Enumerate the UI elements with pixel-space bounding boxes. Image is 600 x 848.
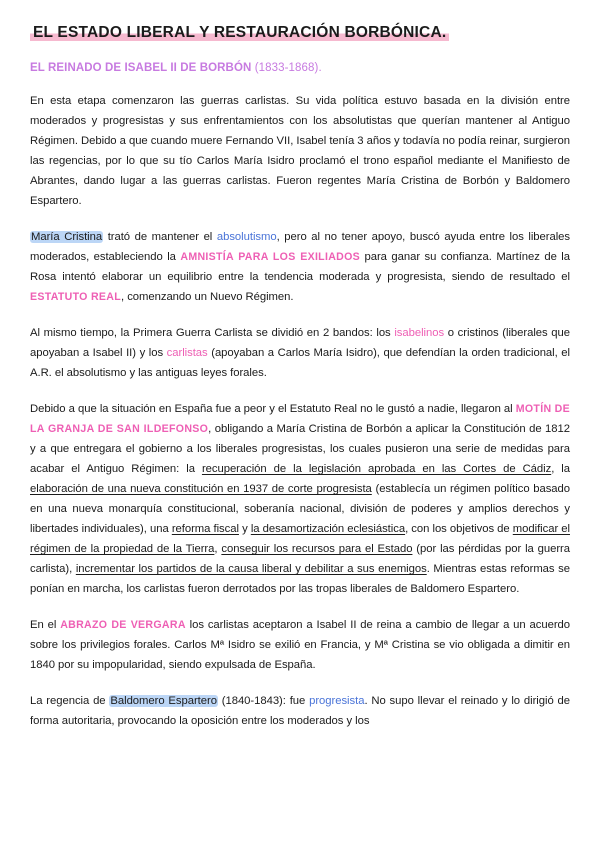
paragraph-2 (30, 227, 570, 307)
text-run: , obligando a María Cristina de Borbón a aplicar la Constitución de 1812 y a que entregara el gobierno a los liberales progresistas, los cuales pusieron una serie de medidas para acabar el Antiguo Régimen: la (30, 423, 570, 475)
title-block (30, 24, 570, 42)
text-run: (por las pérdidas por la guerra carlista), (30, 543, 570, 575)
highlighted-term: María Cristina (31, 231, 103, 243)
paragraph-6 (30, 691, 570, 731)
highlighted-term: recuperación de la legislación aprobada en las Cortes de Cádiz (201, 463, 552, 475)
page-title: EL ESTADO LIBERAL Y RESTAURACIÓN BORBÓNICA. (30, 24, 449, 41)
section-heading-text: EL REINADO DE ISABEL II DE BORBÓN (30, 62, 252, 74)
highlighted-term: MOTÍN DE LA GRANJA DE SAN ILDEFONSO (30, 403, 570, 435)
text-run: , pero al no tener apoyo, buscó ayuda entre los liberales moderados, estableciendo la (30, 231, 571, 263)
highlighted-term: carlistas (166, 347, 208, 359)
text-run: Al mismo tiempo, la Primera Guerra Carlista se dividió en 2 bandos: los (30, 327, 395, 339)
text-run: La regencia de (30, 695, 110, 707)
text-run: , (214, 543, 222, 555)
highlighted-term: modificar el régimen de la propiedad de la Tierra (30, 523, 570, 555)
text-run: o cristinos (liberales que apoyaban a Isabel II) y los (30, 327, 570, 359)
highlighted-term: la desamortización eclesiástica (250, 523, 406, 535)
highlighted-term: progresista (309, 695, 365, 707)
highlighted-term: absolutismo (216, 231, 277, 243)
text-run: , con los objetivos de (405, 523, 513, 535)
section-heading (30, 62, 570, 74)
text-run: trató de mantener el (103, 231, 217, 243)
text-run: (establecía un régimen político basado en una nueva monarquía constitucional, soberanía nacional, división de poderes y amplios derechos y libertades individuales), una (30, 483, 570, 535)
highlighted-term: ABRAZO DE VERGARA (60, 619, 186, 631)
highlighted-term: reforma fiscal (171, 523, 239, 535)
text-run: . No supo llevar el reinado y lo dirigió de forma autoritaria, provocando la oposición entre los moderados y los (30, 695, 570, 727)
text-run: , la (551, 463, 570, 475)
body-text (30, 91, 570, 731)
text-run: En esta etapa comenzaron las guerras carlistas. Su vida política estuvo basada en la división entre moderados y progresistas y sus enfrentamientos con los absolutistas que querían mantener al Antiguo Régimen. Debido a que cuando muere Fernando VII, Isabel tenía 3 años y todavía no podía reinar, surgieron las regencias, por lo que su tío Carlos María Isidro proclamó el trono español mediante el Manifiesto de Abrantes, dando lugar a las guerras carlistas. Fueron regentes María Cristina de Borbón y Baldomero Espartero. (30, 95, 570, 207)
text-run: los carlistas aceptaron a Isabel II de reina a cambio de llegar a un acuerdo sobre los privilegios forales. Carlos Mª Isidro se exilió en Francia, y Mª Cristina se vio obligada a dimitir en 1840 por su impopularidad, siendo expulsada de España. (30, 619, 571, 671)
paragraph-5 (30, 615, 570, 675)
highlighted-term: elaboración de una nueva constitución en 1937 de corte progresista (30, 483, 372, 495)
highlighted-term: conseguir los recursos para el Estado (221, 543, 413, 555)
paragraph-3 (30, 323, 570, 383)
text-run: (1840-1843): fue (217, 695, 310, 707)
text-run: y (238, 523, 251, 535)
text-run: para ganar su confianza. Martínez de la Rosa intentó elaborar un equilibrio entre la tendencia moderada y progresista, siendo de resultado el (30, 251, 570, 283)
highlighted-term: AMNISTÍA PARA LOS EXILIADOS (180, 251, 361, 263)
paragraph-4 (30, 399, 570, 599)
text-run: . Mientras estas reformas se ponían en marcha, los carlistas fueron derrotados por las tropas liberales de Baldomero Espartero. (30, 563, 570, 595)
text-run: Debido a que la situación en España fue a peor y el Estatuto Real no le gustó a nadie, llegaron al (30, 403, 516, 415)
text-run: (apoyaban a Carlos María Isidro), que defendían la orden tradicional, el A.R. el absolutismo y las antiguas leyes forales. (30, 347, 570, 379)
highlighted-term: incrementar los partidos de la causa liberal y debilitar a sus enemigos (75, 563, 427, 575)
paragraph-1 (30, 91, 570, 211)
section-heading-dates: (1833-1868). (251, 62, 322, 74)
highlighted-term: Baldomero Espartero (110, 695, 217, 707)
highlighted-term: ESTATUTO REAL (30, 291, 122, 303)
highlighted-term: isabelinos (394, 327, 445, 339)
text-run: En el (30, 619, 61, 631)
text-run: , comenzando un Nuevo Régimen. (121, 291, 294, 303)
